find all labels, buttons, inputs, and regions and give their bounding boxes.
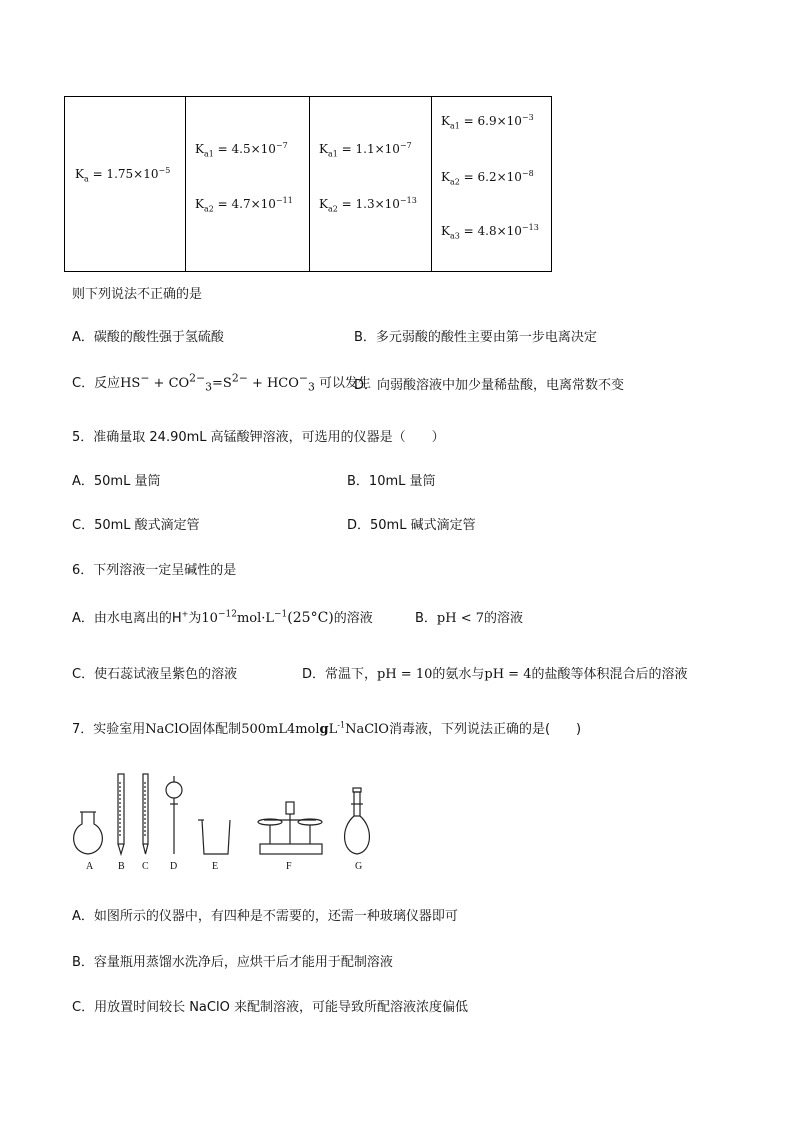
ka2-value: $K_{a2} = 6.2\times 10^{-8}$ <box>441 169 534 187</box>
ka1-value: $K_{a1} = 1.1\times 10^{-7}$ <box>319 141 412 159</box>
pipette-icon <box>143 774 148 854</box>
round-bottom-flask-icon <box>74 812 103 854</box>
lab-apparatus-figure <box>68 770 388 875</box>
balance-scale-icon <box>258 802 322 854</box>
ka2-value: $K_{a2} = 4.7\times 10^{-11}$ <box>195 196 293 214</box>
q6-option-c: C．使石蕊试液呈紫色的溶液 <box>72 667 238 682</box>
apparatus-label-b: B <box>118 861 125 872</box>
ka1-value: $K_{a1} = 6.9\times 10^{-3}$ <box>441 113 534 131</box>
q5-stem: 5．准确量取 24.90mL 高锰酸钾溶液，可选用的仪器是（ ） <box>72 430 445 445</box>
q7-option-c: C．用放置时间较长 NaClO 来配制溶液，可能导致所配溶液浓度偏低 <box>72 1000 468 1015</box>
q7-stem: 7．实验室用NaClO固体配制500mL4molgL$^{-1}$NaClO消毒液，下列说法正确的是( ) <box>72 720 582 737</box>
beaker-icon <box>198 820 230 854</box>
q5-option-a: A．50mL 量筒 <box>72 474 161 489</box>
apparatus-label-d: D <box>170 861 178 872</box>
apparatus-label-f: F <box>286 861 292 872</box>
apparatus-label-a: A <box>86 861 94 872</box>
acid-constants-table <box>64 96 552 272</box>
q6-stem: 6．下列溶液一定呈碱性的是 <box>72 563 237 578</box>
ka3-value: $K_{a3} = 4.8\times 10^{-13}$ <box>441 223 539 241</box>
q6-option-d: D．常温下，pH = 10的氨水与pH = 4的盐酸等体积混合后的溶液 <box>302 667 688 682</box>
q5-option-c: C．50mL 酸式滴定管 <box>72 518 200 533</box>
table-col-2 <box>185 97 310 271</box>
volumetric-flask-icon <box>345 788 370 854</box>
q6-option-b: B．pH < 7的溶液 <box>415 611 524 626</box>
q5-option-d: D．50mL 碱式滴定管 <box>347 518 476 533</box>
q5-option-b: B．10mL 量筒 <box>347 474 436 489</box>
separatory-funnel-icon <box>166 776 182 854</box>
apparatus-label-e: E <box>212 861 219 872</box>
ka1-value: $K_{a1} = 4.5\times 10^{-7}$ <box>195 141 288 159</box>
table-col-1 <box>65 97 186 271</box>
q4-option-b: B．多元弱酸的酸性主要由第一步电离决定 <box>354 330 597 345</box>
q4-option-c: C．反应$HS^- + CO^{2-}_3=S^{2-} + HCO^-_3$ 可以发生 <box>72 371 372 394</box>
ka-value: $K_a = 1.75\times 10^{-5}$ <box>75 166 171 184</box>
q7-option-a: A．如图所示的仪器中，有四种是不需要的，还需一种玻璃仪器即可 <box>72 909 458 924</box>
apparatus-label-g: G <box>355 861 363 872</box>
q4-option-d: D．向弱酸溶液中加少量稀盐酸，电离常数不变 <box>354 378 625 393</box>
q4-stem: 则下列说法不正确的是 <box>72 287 203 302</box>
q6-option-a: A．由水电离出的H+为$10^{-12}mol\cdot L^{-1}(25^\circ C)$的溶液 <box>72 609 373 626</box>
ka2-value: $K_{a2} = 1.3\times 10^{-13}$ <box>319 196 417 214</box>
q4-option-a: A．碳酸的酸性强于氢硫酸 <box>72 330 224 345</box>
apparatus-label-c: C <box>142 861 149 872</box>
table-col-4 <box>431 97 551 271</box>
table-col-3 <box>309 97 432 271</box>
q7-option-b: B．容量瓶用蒸馏水洗净后，应烘干后才能用于配制溶液 <box>72 955 393 970</box>
burette-icon <box>118 774 124 854</box>
